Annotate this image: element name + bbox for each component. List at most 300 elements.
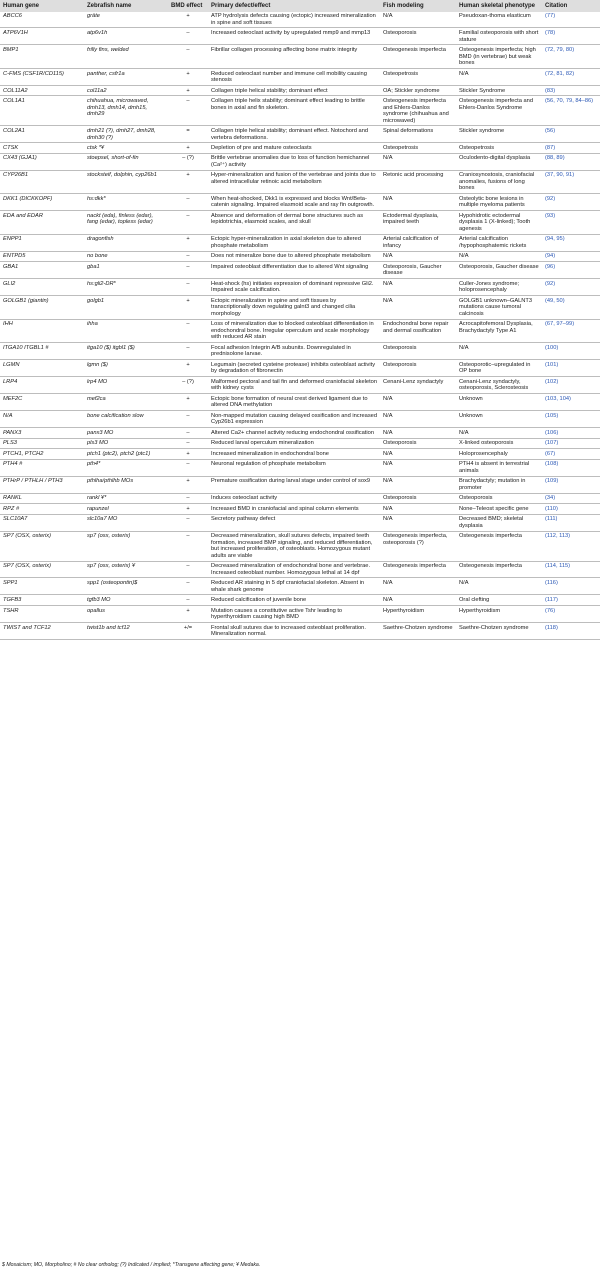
- fish-modeling-cell: N/A: [380, 514, 456, 531]
- fish-modeling-cell: N/A: [380, 279, 456, 296]
- citation-link[interactable]: (114, 115): [545, 563, 571, 570]
- table-row: [0, 504, 600, 514]
- citation-link[interactable]: (49, 50): [545, 297, 565, 304]
- fish-modeling-cell: Osteopetrosis: [380, 143, 456, 153]
- primary-defect-cell: Increased mineralization in endochondral bone: [208, 449, 380, 459]
- citation-cell: [542, 504, 600, 514]
- header-fish-modeling: Fish modeling: [380, 0, 456, 12]
- human-phenotype-cell: Osteoporosis, Gaucher disease: [456, 262, 542, 279]
- zebrafish-name-cell: lrp4 MO: [84, 377, 168, 394]
- table-row: [0, 96, 600, 126]
- bmd-effect-cell: +: [168, 394, 208, 411]
- primary-defect-cell: Reduced AR staining in 5 dpf craniofacial skeleton. Absent in whale shark genome: [208, 578, 380, 595]
- bmd-effect-cell: +: [168, 476, 208, 493]
- citation-cell: [542, 476, 600, 493]
- primary-defect-cell: Induces osteoclast activity: [208, 493, 380, 503]
- zebrafish-name-cell: pth4*: [84, 459, 168, 476]
- human-phenotype-cell: Oculodento-digital dysplasia: [456, 153, 542, 170]
- zebrafish-name-cell: rapunzel: [84, 504, 168, 514]
- human-phenotype-cell: N/A: [456, 428, 542, 438]
- bmd-effect-cell: –: [168, 595, 208, 605]
- citation-cell: [542, 170, 600, 193]
- human-phenotype-cell: Unknown: [456, 411, 542, 428]
- bmd-effect-cell: +: [168, 85, 208, 95]
- citation-link[interactable]: (109): [545, 478, 559, 485]
- human-gene-cell: N/A: [0, 411, 84, 428]
- citation-cell: [542, 96, 600, 126]
- human-gene-cell: CTSK: [0, 143, 84, 153]
- table-row: [0, 211, 600, 234]
- table-row: [0, 459, 600, 476]
- human-gene-cell: PLS3: [0, 438, 84, 448]
- citation-link[interactable]: (110): [545, 505, 558, 512]
- citation-link[interactable]: (67): [545, 450, 556, 457]
- citation-link[interactable]: (76): [545, 607, 556, 614]
- human-phenotype-cell: Oral clefting: [456, 595, 542, 605]
- citation-cell: [542, 459, 600, 476]
- citation-cell: [542, 449, 600, 459]
- zebrafish-name-cell: gba1: [84, 262, 168, 279]
- bmd-effect-cell: – (?): [168, 153, 208, 170]
- citation-link[interactable]: (106): [545, 429, 559, 436]
- human-gene-cell: SP7 (OSX, osterix): [0, 531, 84, 561]
- bmd-effect-cell: +: [168, 504, 208, 514]
- primary-defect-cell: Does not mineralize bone due to altered phosphate metabolism: [208, 251, 380, 261]
- fish-modeling-cell: N/A: [380, 595, 456, 605]
- human-phenotype-cell: Osteogenesis imperfecta; high BMD (in vertebrae) but weak bones: [456, 45, 542, 68]
- bmd-effect-cell: –: [168, 251, 208, 261]
- bmd-effect-cell: –: [168, 561, 208, 578]
- fish-modeling-cell: Osteogenesis imperfecta, osteoporosis (?): [380, 531, 456, 561]
- table-row: [0, 449, 600, 459]
- citation-link[interactable]: (105): [545, 412, 559, 419]
- table-row: [0, 605, 600, 622]
- table-row: [0, 153, 600, 170]
- zebrafish-name-cell: panx3 MO: [84, 428, 168, 438]
- primary-defect-cell: Increased osteoclast activity by upregulated mmp9 and mmp13: [208, 28, 380, 45]
- fish-modeling-cell: N/A: [380, 504, 456, 514]
- table-row: [0, 428, 600, 438]
- citation-link[interactable]: (112, 113): [545, 533, 571, 540]
- primary-defect-cell: Mutation causes a constitutive active Tshr leading to hyperthyroidism causing high BMD: [208, 605, 380, 622]
- table-row: [0, 12, 600, 28]
- zebrafish-name-cell: frilly fins, welded: [84, 45, 168, 68]
- citation-link[interactable]: (94): [545, 253, 556, 260]
- bmd-effect-cell: +: [168, 605, 208, 622]
- citation-cell: [542, 262, 600, 279]
- header-human-phenotype: Human skeletal phenotype: [456, 0, 542, 12]
- bmd-effect-cell: –: [168, 262, 208, 279]
- primary-defect-cell: Reduced osteoclast number and immune cell mobility causing stenosis: [208, 68, 380, 85]
- human-phenotype-cell: Osteogenesis imperfecta and Ehlers-Danlos Syndrome: [456, 96, 542, 126]
- zebrafish-name-cell: stocksteif, dolphin, cyp26b1: [84, 170, 168, 193]
- zebrafish-name-cell: itga10 ($) itgbl1 ($): [84, 343, 168, 360]
- zebrafish-name-cell: bone calcification slow: [84, 411, 168, 428]
- header-citation: Citation: [542, 0, 600, 12]
- bmd-effect-cell: +: [168, 12, 208, 28]
- primary-defect-cell: Reduced calcification of juvenile bone: [208, 595, 380, 605]
- table-row: [0, 279, 600, 296]
- citation-link[interactable]: (93): [545, 212, 556, 219]
- citation-cell: [542, 622, 600, 639]
- human-gene-cell: RPZ #: [0, 504, 84, 514]
- fish-modeling-cell: Osteopetrosis: [380, 68, 456, 85]
- citation-link[interactable]: (111): [545, 516, 558, 523]
- fish-modeling-cell: Osteogenesis imperfecta: [380, 45, 456, 68]
- human-gene-cell: COL11A2: [0, 85, 84, 95]
- citation-link[interactable]: (100): [545, 344, 559, 351]
- citation-link[interactable]: (117): [545, 597, 558, 604]
- primary-defect-cell: Impaired osteoblast differentiation due to altered Wnt signaling: [208, 262, 380, 279]
- citation-cell: [542, 438, 600, 448]
- citation-cell: [542, 595, 600, 605]
- human-phenotype-cell: Osteogenesis imperfecta: [456, 561, 542, 578]
- fish-modeling-cell: N/A: [380, 394, 456, 411]
- table-row: [0, 143, 600, 153]
- citation-link[interactable]: (108): [545, 461, 559, 468]
- primary-defect-cell: Heat-shock (hs) initiates expression of dominant repressive Gli2. Impaired scale calcification.: [208, 279, 380, 296]
- human-phenotype-cell: N/A: [456, 578, 542, 595]
- bmd-effect-cell: =: [168, 126, 208, 143]
- citation-link[interactable]: (88, 89): [545, 155, 565, 162]
- human-gene-cell: ABCC6: [0, 12, 84, 28]
- human-gene-cell: CYP26B1: [0, 170, 84, 193]
- zebrafish-name-cell: chihuahua, microwaved, dmh13, dmh14, dmh15, dmh29: [84, 96, 168, 126]
- zebrafish-name-cell: ihha: [84, 319, 168, 342]
- citation-cell: [542, 153, 600, 170]
- table-footnote: $ Mosaicism; MO, Morpholino; # No clear ortholog; (?) Indicated / implied; *Transgene affecting gene; ¥ Medaka.: [2, 1262, 261, 1268]
- human-gene-cell: GBA1: [0, 262, 84, 279]
- human-phenotype-cell: X-linked osteoporosis: [456, 438, 542, 448]
- human-phenotype-cell: N/A: [456, 68, 542, 85]
- citation-cell: [542, 251, 600, 261]
- citation-link[interactable]: (107): [545, 440, 559, 447]
- citation-link[interactable]: (72, 79, 80): [545, 47, 575, 54]
- zebrafish-name-cell: slc10a7 MO: [84, 514, 168, 531]
- primary-defect-cell: Premature ossification during larval stage under control of sox9: [208, 476, 380, 493]
- bmd-effect-cell: –: [168, 438, 208, 448]
- citation-cell: [542, 234, 600, 251]
- bmd-effect-cell: –: [168, 459, 208, 476]
- table-row: [0, 170, 600, 193]
- table-row: [0, 28, 600, 45]
- citation-link[interactable]: (83): [545, 87, 556, 94]
- primary-defect-cell: Brittle vertebrae anomalies due to loss of function hemichannel (Ca²⁺) activity: [208, 153, 380, 170]
- primary-defect-cell: Ectopic bone formation of neural crest derived ligament due to altered DNA methylation: [208, 394, 380, 411]
- human-gene-cell: ATP6V1H: [0, 28, 84, 45]
- fish-modeling-cell: N/A: [380, 476, 456, 493]
- zebrafish-name-cell: gräte: [84, 12, 168, 28]
- zebrafish-name-cell: golgb1: [84, 296, 168, 319]
- fish-modeling-cell: Hyperthyroidism: [380, 605, 456, 622]
- human-phenotype-cell: Saethre-Chotzen syndrome: [456, 622, 542, 639]
- human-phenotype-cell: Osteogenesis imperfecta: [456, 531, 542, 561]
- human-phenotype-cell: Osteoporotic–upregulated in OP bone: [456, 360, 542, 377]
- citation-link[interactable]: (37, 90, 91): [545, 172, 575, 179]
- human-gene-cell: TGFB3: [0, 595, 84, 605]
- zebrafish-name-cell: lgmn ($): [84, 360, 168, 377]
- human-phenotype-cell: Holoprosencephaly: [456, 449, 542, 459]
- zebrafish-name-cell: spp1 (osteopontin)$: [84, 578, 168, 595]
- human-gene-cell: RANKL: [0, 493, 84, 503]
- citation-cell: [542, 68, 600, 85]
- human-gene-cell: ENTPD5: [0, 251, 84, 261]
- table-body: [0, 12, 600, 640]
- bmd-effect-cell: –: [168, 531, 208, 561]
- zebrafish-name-cell: stoepsel, short-of-fin: [84, 153, 168, 170]
- human-gene-cell: IHH: [0, 319, 84, 342]
- human-gene-cell: COL1A1: [0, 96, 84, 126]
- primary-defect-cell: Ectopic hyper-mineralization in axial skeleton due to altered phosphate metabolism: [208, 234, 380, 251]
- table-row: [0, 438, 600, 448]
- zebrafish-name-cell: opallus: [84, 605, 168, 622]
- citation-link[interactable]: (94, 95): [545, 236, 565, 243]
- zebrafish-name-cell: pthlha/pthlhb MOs: [84, 476, 168, 493]
- fish-modeling-cell: Osteoporosis: [380, 343, 456, 360]
- zebrafish-name-cell: nackt (eda), finless (edar), fang (edar), topless (edar): [84, 211, 168, 234]
- citation-link[interactable]: (103, 104): [545, 395, 571, 402]
- table-row: [0, 476, 600, 493]
- citation-link[interactable]: (101): [545, 361, 559, 368]
- human-phenotype-cell: Osteopetrosis: [456, 143, 542, 153]
- fish-modeling-cell: N/A: [380, 449, 456, 459]
- primary-defect-cell: Increased BMD in craniofacial and spinal column elements: [208, 504, 380, 514]
- fish-modeling-cell: Cenani-Lenz syndactyly: [380, 377, 456, 394]
- primary-defect-cell: Absence and deformation of dermal bone structures such as lepidotrichia, elasmoid scales, and skull: [208, 211, 380, 234]
- citation-cell: [542, 377, 600, 394]
- citation-cell: [542, 493, 600, 503]
- table-row: [0, 68, 600, 85]
- bmd-effect-cell: +: [168, 170, 208, 193]
- zebrafish-name-cell: mef2ca: [84, 394, 168, 411]
- zebrafish-name-cell: sp7 (osx, osterix) ¥: [84, 561, 168, 578]
- bmd-effect-cell: –: [168, 211, 208, 234]
- table-row: [0, 194, 600, 211]
- human-phenotype-cell: Osteolytic bone lesions in multiple myeloma patients: [456, 194, 542, 211]
- bmd-effect-cell: –: [168, 45, 208, 68]
- zebrafish-name-cell: hs:dkk*: [84, 194, 168, 211]
- human-phenotype-cell: Arterial calcification /hypophosphatemic rickets: [456, 234, 542, 251]
- citation-cell: [542, 12, 600, 28]
- table-row: [0, 578, 600, 595]
- citation-cell: [542, 45, 600, 68]
- citation-link[interactable]: (102): [545, 378, 559, 385]
- citation-cell: [542, 360, 600, 377]
- human-phenotype-cell: Pseudoxan-thoma elasticum: [456, 12, 542, 28]
- bmd-effect-cell: +: [168, 68, 208, 85]
- human-phenotype-cell: GOLGB1 unknown–GALNT3 mutations cause tumoral calcinosis: [456, 296, 542, 319]
- primary-defect-cell: Collagen triple helix stability; dominant effect leading to brittle bones in axial and fin skeleton.: [208, 96, 380, 126]
- citation-cell: [542, 28, 600, 45]
- table-row: [0, 411, 600, 428]
- fish-modeling-cell: Retonic acid processing: [380, 170, 456, 193]
- human-gene-cell: SP7 (OSX, osterix): [0, 561, 84, 578]
- citation-link[interactable]: (116): [545, 580, 558, 587]
- citation-link[interactable]: (34): [545, 495, 556, 502]
- table-row: [0, 622, 600, 639]
- bmd-effect-cell: –: [168, 428, 208, 438]
- primary-defect-cell: Non-mapped mutation causing delayed ossification and increased Cyp26b1 expression: [208, 411, 380, 428]
- citation-link[interactable]: (67, 97–99): [545, 321, 575, 328]
- fish-modeling-cell: N/A: [380, 153, 456, 170]
- zebrafish-name-cell: no bone: [84, 251, 168, 261]
- bmd-effect-cell: –: [168, 493, 208, 503]
- fish-modeling-cell: N/A: [380, 194, 456, 211]
- zebrafish-name-cell: pls3 MO: [84, 438, 168, 448]
- human-phenotype-cell: None–Teleost specific gene: [456, 504, 542, 514]
- fish-modeling-cell: Osteogenesis imperfecta: [380, 561, 456, 578]
- zebrafish-name-cell: dragonfish: [84, 234, 168, 251]
- bmd-effect-cell: –: [168, 279, 208, 296]
- zebrafish-name-cell: ptch1 (ptc2), ptch2 (ptc1): [84, 449, 168, 459]
- human-gene-cell: COL2A1: [0, 126, 84, 143]
- human-gene-cell: GLI2: [0, 279, 84, 296]
- primary-defect-cell: Malformed pectoral and tail fin and deformed craniofacial skeleton with kidney cysts: [208, 377, 380, 394]
- citation-link[interactable]: (92): [545, 195, 556, 202]
- primary-defect-cell: ATP hydrolysis defects causing (ectopic) increased mineralization in spine and soft tissues: [208, 12, 380, 28]
- human-phenotype-cell: Decreased BMD; skeletal dysplasia: [456, 514, 542, 531]
- fish-modeling-cell: Ectodermal dysplasia, impaired teeth: [380, 211, 456, 234]
- bmd-effect-cell: –: [168, 514, 208, 531]
- fish-modeling-cell: Osteoporosis: [380, 438, 456, 448]
- table-row: [0, 234, 600, 251]
- human-gene-cell: DKK1 (DICKKOPF): [0, 194, 84, 211]
- citation-cell: [542, 531, 600, 561]
- fish-modeling-cell: Osteoporosis, Gaucher disease: [380, 262, 456, 279]
- human-phenotype-cell: Unknown: [456, 394, 542, 411]
- primary-defect-cell: Loss of mineralization due to blocked osteoblast differentiation in endochondral bone. Irregular operculum and scale morphology with reduced AR stain: [208, 319, 380, 342]
- primary-defect-cell: Altered Ca2+ channel activity reducing endochondral ossification: [208, 428, 380, 438]
- bmd-effect-cell: –: [168, 96, 208, 126]
- human-gene-cell: C-FMS (CSF1R/CD115): [0, 68, 84, 85]
- human-gene-cell: SLC10A7: [0, 514, 84, 531]
- human-gene-cell: LGMN: [0, 360, 84, 377]
- primary-defect-cell: Frontal skull sutures due to increased osteoblast proliferation. Mineralization normal.: [208, 622, 380, 639]
- primary-defect-cell: Legumain (secreted cysteine protease) inhibits osteoblast activity by degradation of fibronectin: [208, 360, 380, 377]
- bmd-effect-cell: –: [168, 28, 208, 45]
- bmd-effect-cell: –: [168, 578, 208, 595]
- citation-link[interactable]: (118): [545, 624, 558, 631]
- table-row: [0, 531, 600, 561]
- bmd-effect-cell: +: [168, 234, 208, 251]
- bmd-effect-cell: +: [168, 449, 208, 459]
- human-gene-cell: BMP1: [0, 45, 84, 68]
- human-phenotype-cell: Craniosynostosis, craniofacial anomalies, fusions of long bones: [456, 170, 542, 193]
- bmd-effect-cell: –: [168, 194, 208, 211]
- fish-modeling-cell: N/A: [380, 428, 456, 438]
- primary-defect-cell: Reduced larval operculum mineralization: [208, 438, 380, 448]
- fish-modeling-cell: N/A: [380, 296, 456, 319]
- human-phenotype-cell: PTH4 is absent in terrestrial animals: [456, 459, 542, 476]
- table-row: [0, 514, 600, 531]
- human-phenotype-cell: Stickler Syndrome: [456, 85, 542, 95]
- fish-modeling-cell: Osteoporosis: [380, 493, 456, 503]
- table-row: [0, 394, 600, 411]
- zebrafish-name-cell: atp6v1h: [84, 28, 168, 45]
- fish-modeling-cell: Osteoporosis: [380, 28, 456, 45]
- citation-cell: [542, 394, 600, 411]
- table-row: [0, 85, 600, 95]
- citation-link[interactable]: (56, 70, 79, 84–86): [545, 98, 594, 105]
- human-gene-cell: LRP4: [0, 377, 84, 394]
- human-gene-cell: PTH4 #: [0, 459, 84, 476]
- table-row: [0, 493, 600, 503]
- human-phenotype-cell: Cenani-Lenz syndactyly, osteoporosis, Sclerosteosis: [456, 377, 542, 394]
- primary-defect-cell: Hyper-mineralization and fusion of the vertebrae and joints due to altered intracellular retinoic acid metabolism: [208, 170, 380, 193]
- zebrafish-name-cell: twist1b and tcf12: [84, 622, 168, 639]
- citation-link[interactable]: (96): [545, 263, 556, 270]
- primary-defect-cell: Neuronal regulation of phosphate metabolism: [208, 459, 380, 476]
- citation-cell: [542, 211, 600, 234]
- fish-modeling-cell: Spinal deformations: [380, 126, 456, 143]
- human-phenotype-cell: Hyperthyroidism: [456, 605, 542, 622]
- human-phenotype-cell: Familial osteoporosis with short stature: [456, 28, 542, 45]
- fish-modeling-cell: N/A: [380, 12, 456, 28]
- zebrafish-name-cell: dmh21 (?), dmh27, dmh28, dmh30 (?): [84, 126, 168, 143]
- header-human-gene: Human gene: [0, 0, 84, 12]
- citation-cell: [542, 319, 600, 342]
- citation-link[interactable]: (77): [545, 13, 556, 20]
- table-header-row: [0, 0, 600, 12]
- citation-cell: [542, 514, 600, 531]
- human-gene-cell: ITGA10 ITGBL1 #: [0, 343, 84, 360]
- citation-link[interactable]: (56): [545, 128, 556, 134]
- human-gene-cell: TSHR: [0, 605, 84, 622]
- table-row: [0, 45, 600, 68]
- primary-defect-cell: Focal adhesion Integrin A/B subunits. Downregulated in prednisolone larvae.: [208, 343, 380, 360]
- fish-modeling-cell: Osteoporosis: [380, 360, 456, 377]
- header-bmd-effect: BMD effect: [168, 0, 208, 12]
- human-phenotype-cell: Stickler syndrome: [456, 126, 542, 143]
- human-phenotype-cell: Hypohidrotic ectodermal dysplasia 1 (X-linked); Tooth agenesis: [456, 211, 542, 234]
- citation-link[interactable]: (92): [545, 280, 556, 287]
- human-phenotype-cell: Brachydactyly; mutation in promoter: [456, 476, 542, 493]
- header-zebrafish-name: Zebrafish name: [84, 0, 168, 12]
- citation-cell: [542, 143, 600, 153]
- human-phenotype-cell: Osteoporosis: [456, 493, 542, 503]
- citation-cell: [542, 343, 600, 360]
- citation-link[interactable]: (72, 81, 82): [545, 70, 575, 77]
- table-row: [0, 343, 600, 360]
- zebrafish-name-cell: ctsk *¥: [84, 143, 168, 153]
- human-gene-cell: PTCH1, PTCH2: [0, 449, 84, 459]
- bmd-effect-cell: –: [168, 343, 208, 360]
- human-gene-cell: ENPP1: [0, 234, 84, 251]
- table-row: [0, 561, 600, 578]
- fish-modeling-cell: Osteogenesis imperfecta and Ehlers-Danlos syndrome (chihuahua and microwaved): [380, 96, 456, 126]
- table-row: [0, 251, 600, 261]
- citation-link[interactable]: (78): [545, 30, 556, 37]
- citation-cell: [542, 561, 600, 578]
- human-gene-cell: PTHrP / PTHLH / PTH3: [0, 476, 84, 493]
- primary-defect-cell: Secretory pathway defect: [208, 514, 380, 531]
- fish-modeling-cell: Arterial calcification of infancy: [380, 234, 456, 251]
- zebrafish-name-cell: hs:gli2-DR*: [84, 279, 168, 296]
- citation-link[interactable]: (87): [545, 144, 556, 151]
- citation-cell: [542, 126, 600, 143]
- primary-defect-cell: Depletion of pre and mature osteoclasts: [208, 143, 380, 153]
- human-phenotype-cell: N/A: [456, 251, 542, 261]
- human-phenotype-cell: Acrocapitofemoral Dysplasia, Brachydactyly Type A1: [456, 319, 542, 342]
- zebrafish-name-cell: col11a2: [84, 85, 168, 95]
- table-row: [0, 319, 600, 342]
- human-gene-cell: SPP1: [0, 578, 84, 595]
- fish-modeling-cell: N/A: [380, 459, 456, 476]
- citation-cell: [542, 605, 600, 622]
- primary-defect-cell: Fibrillar collagen processing affecting bone matrix integrity: [208, 45, 380, 68]
- human-phenotype-cell: N/A: [456, 343, 542, 360]
- citation-cell: [542, 279, 600, 296]
